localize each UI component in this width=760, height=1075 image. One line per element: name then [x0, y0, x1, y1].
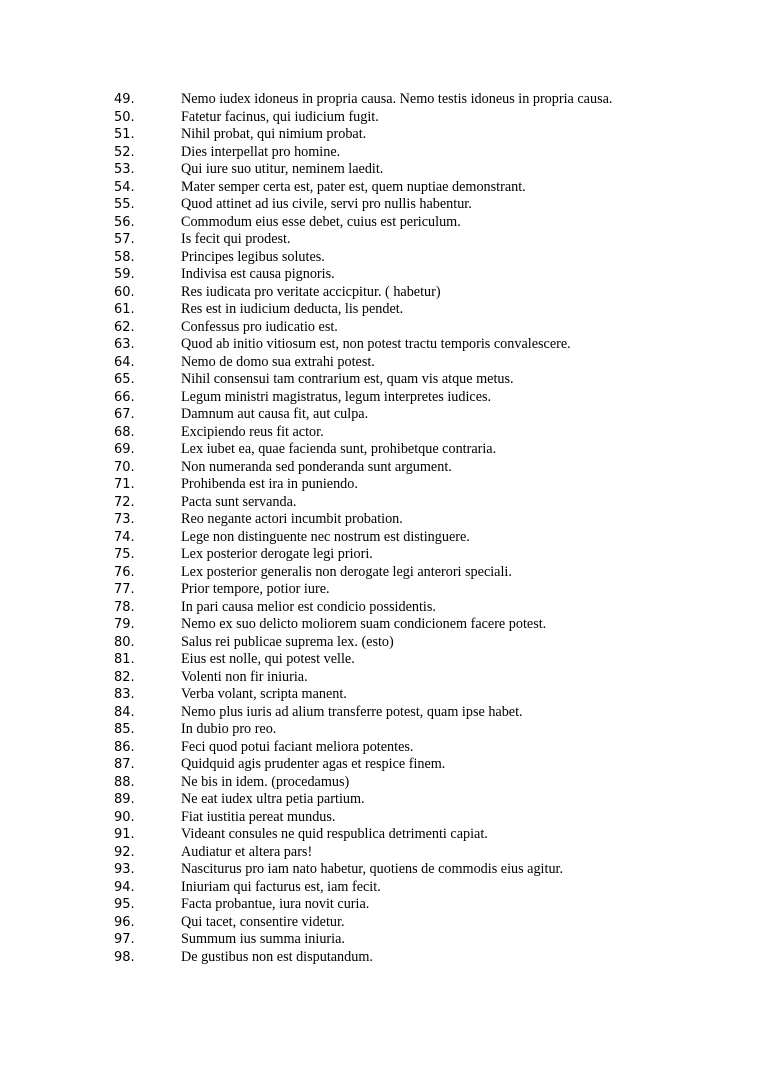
item-text: Ne bis in idem. (procedamus) [181, 773, 350, 790]
list-item [0, 879, 760, 897]
list-item [0, 546, 760, 564]
item-text: Non numeranda sed ponderanda sunt argument. [181, 458, 452, 475]
list-item [0, 406, 760, 424]
list-item [0, 686, 760, 704]
item-number: 96. [114, 914, 135, 930]
item-text: Fiat iustitia pereat mundus. [181, 808, 336, 825]
list-item [0, 91, 760, 109]
item-number: 72. [114, 494, 135, 510]
item-number: 70. [114, 459, 135, 475]
list-item [0, 826, 760, 844]
item-number: 53. [114, 162, 135, 177]
item-number: 58. [114, 249, 135, 265]
item-number: 76. [114, 564, 135, 580]
item-number: 51. [114, 127, 135, 142]
item-text: Excipiendo reus fit actor. [181, 423, 324, 440]
item-text: Nemo iudex idoneus in propria causa. Nemo testis idoneus in propria causa. [181, 91, 613, 107]
item-text: Salus rei publicae suprema lex. (esto) [181, 633, 394, 650]
item-text: Videant consules ne quid respublica detrimenti capiat. [181, 826, 488, 842]
list-item [0, 424, 760, 442]
item-number: 71. [114, 477, 135, 492]
item-number: 75. [114, 547, 135, 562]
item-number: 89. [114, 792, 135, 807]
item-number: 56. [114, 214, 135, 230]
item-text: Volenti non fir iniuria. [181, 668, 308, 685]
item-number: 90. [114, 809, 135, 825]
item-text: Fatetur facinus, qui iudicium fugit. [181, 108, 379, 125]
item-number: 81. [114, 652, 135, 667]
list-item [0, 949, 760, 967]
list-item [0, 196, 760, 214]
list-item [0, 704, 760, 722]
list-item [0, 634, 760, 652]
item-number: 88. [114, 774, 135, 790]
item-text: Legum ministri magistratus, legum interpretes iudices. [181, 388, 492, 405]
maxims-list [0, 91, 760, 966]
list-item [0, 494, 760, 512]
item-text: Facta probantue, iura novit curia. [181, 896, 370, 912]
item-text: Lege non distinguente nec nostrum est distinguere. [181, 528, 470, 545]
item-text: Mater semper certa est, pater est, quem nuptiae demonstrant. [181, 178, 526, 195]
list-item [0, 214, 760, 232]
list-item [0, 144, 760, 162]
item-text: Eius est nolle, qui potest velle. [181, 651, 355, 667]
list-item [0, 266, 760, 284]
item-number: 57. [114, 232, 135, 247]
item-text: Lex posterior derogate legi priori. [181, 546, 373, 562]
list-item [0, 756, 760, 774]
list-item [0, 896, 760, 914]
item-text: In dubio pro reo. [181, 721, 277, 737]
item-text: Dies interpellat pro homine. [181, 143, 341, 160]
item-text: Audiatur et altera pars! [181, 843, 313, 860]
item-text: Pacta sunt servanda. [181, 493, 297, 510]
item-text: Res est in iudicium deducta, lis pendet. [181, 301, 404, 317]
list-item [0, 529, 760, 547]
item-text: Confessus pro iudicatio est. [181, 318, 338, 335]
item-number: 59. [114, 267, 135, 282]
list-item [0, 319, 760, 337]
item-number: 98. [114, 949, 135, 965]
item-text: Nasciturus pro iam nato habetur, quotiens de commodis eius agitur. [181, 861, 564, 877]
list-item [0, 126, 760, 144]
list-item [0, 179, 760, 197]
item-text: Verba volant, scripta manent. [181, 686, 347, 702]
item-number: 60. [114, 284, 135, 300]
item-text: Damnum aut causa fit, aut culpa. [181, 406, 369, 422]
list-item [0, 739, 760, 757]
item-number: 73. [114, 512, 135, 527]
list-item [0, 774, 760, 792]
list-item [0, 861, 760, 879]
list-item [0, 354, 760, 372]
item-number: 92. [114, 844, 135, 860]
item-text: Quod attinet ad ius civile, servi pro nullis habentur. [181, 196, 472, 212]
item-text: Qui iure suo utitur, neminem laedit. [181, 161, 384, 177]
list-item [0, 389, 760, 407]
list-item [0, 669, 760, 687]
item-text: Qui tacet, consentire videtur. [181, 913, 345, 930]
item-number: 62. [114, 319, 135, 335]
item-text: Quod ab initio vitiosum est, non potest tractu temporis convalescere. [181, 336, 571, 352]
item-text: Prior tempore, potior iure. [181, 581, 330, 597]
list-item [0, 581, 760, 599]
item-number: 67. [114, 407, 135, 422]
item-number: 66. [114, 389, 135, 405]
list-item [0, 476, 760, 494]
list-item [0, 284, 760, 302]
item-text: Prohibenda est ira in puniendo. [181, 476, 358, 492]
list-item [0, 231, 760, 249]
item-text: De gustibus non est disputandum. [181, 948, 373, 965]
item-text: Lex posterior generalis non derogate legi anterori speciali. [181, 563, 512, 580]
item-number: 85. [114, 722, 135, 737]
list-item [0, 844, 760, 862]
item-number: 95. [114, 897, 135, 912]
list-item [0, 809, 760, 827]
item-text: Commodum eius esse debet, cuius est periculum. [181, 213, 461, 230]
item-text: Nihil probat, qui nimium probat. [181, 126, 367, 142]
item-text: Nihil consensui tam contrarium est, quam vis atque metus. [181, 371, 514, 387]
item-number: 86. [114, 739, 135, 755]
item-text: Quidquid agis prudenter agas et respice finem. [181, 756, 446, 772]
item-number: 64. [114, 354, 135, 370]
item-text: Is fecit qui prodest. [181, 231, 291, 247]
list-item [0, 459, 760, 477]
item-number: 69. [114, 442, 135, 457]
item-text: Summum ius summa iniuria. [181, 931, 345, 947]
list-item [0, 249, 760, 267]
item-number: 91. [114, 827, 135, 842]
item-number: 82. [114, 669, 135, 685]
item-text: Res iudicata pro veritate accicpitur. ( habetur) [181, 283, 441, 300]
list-item [0, 161, 760, 179]
item-text: Feci quod potui faciant meliora potentes. [181, 738, 414, 755]
list-item [0, 301, 760, 319]
item-number: 52. [114, 144, 135, 160]
item-text: Iniuriam qui facturus est, iam fecit. [181, 878, 381, 895]
item-text: Reo negante actori incumbit probation. [181, 511, 403, 527]
item-number: 77. [114, 582, 135, 597]
list-item [0, 109, 760, 127]
item-text: In pari causa melior est condicio possidentis. [181, 598, 436, 615]
list-item [0, 564, 760, 582]
item-number: 94. [114, 879, 135, 895]
item-text: Nemo de domo sua extrahi potest. [181, 353, 375, 370]
item-number: 84. [114, 704, 135, 720]
list-item [0, 511, 760, 529]
list-item [0, 441, 760, 459]
item-number: 54. [114, 179, 135, 195]
item-number: 87. [114, 757, 135, 772]
item-number: 80. [114, 634, 135, 650]
item-number: 63. [114, 337, 135, 352]
item-text: Principes legibus solutes. [181, 248, 325, 265]
item-text: Lex iubet ea, quae facienda sunt, prohibetque contraria. [181, 441, 497, 457]
list-item [0, 599, 760, 617]
list-item [0, 791, 760, 809]
item-number: 65. [114, 372, 135, 387]
list-item [0, 914, 760, 932]
item-text: Nemo plus iuris ad alium transferre potest, quam ipse habet. [181, 703, 523, 720]
list-item [0, 371, 760, 389]
item-number: 97. [114, 932, 135, 947]
list-item [0, 616, 760, 634]
item-number: 61. [114, 302, 135, 317]
item-number: 68. [114, 424, 135, 440]
item-text: Ne eat iudex ultra petia partium. [181, 791, 365, 807]
item-text: Indivisa est causa pignoris. [181, 266, 335, 282]
list-item [0, 721, 760, 739]
item-text: Nemo ex suo delicto moliorem suam condicionem facere potest. [181, 616, 547, 632]
item-number: 79. [114, 617, 135, 632]
item-number: 50. [114, 109, 135, 125]
item-number: 74. [114, 529, 135, 545]
list-item [0, 931, 760, 949]
item-number: 49. [114, 92, 135, 107]
item-number: 55. [114, 197, 135, 212]
item-number: 83. [114, 687, 135, 702]
list-item [0, 336, 760, 354]
item-number: 78. [114, 599, 135, 615]
list-item [0, 651, 760, 669]
item-number: 93. [114, 862, 135, 877]
